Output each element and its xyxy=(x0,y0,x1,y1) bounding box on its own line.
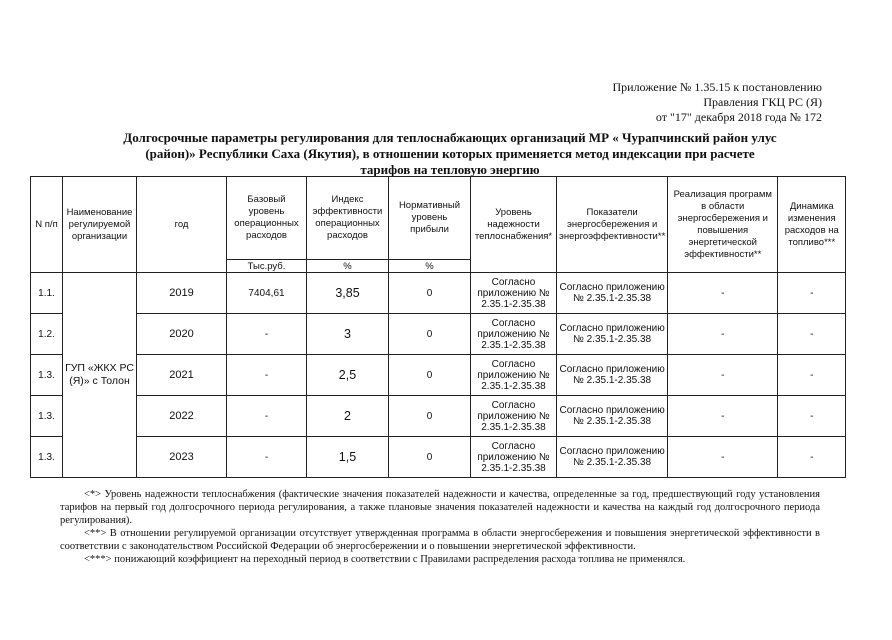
unit-base: Тыс.руб. xyxy=(227,260,307,273)
row-programs: - xyxy=(668,314,778,355)
row-index: 1,5 xyxy=(307,437,389,478)
row-energy: Согласно приложению № 2.35.1-2.35.38 xyxy=(557,314,668,355)
row-year: 2023 xyxy=(137,437,227,478)
attachment-line-3: от "17" декабря 2018 года № 172 xyxy=(655,110,822,124)
row-index: 2,5 xyxy=(307,355,389,396)
row-profit: 0 xyxy=(389,355,471,396)
table-row xyxy=(31,314,846,355)
row-year: 2019 xyxy=(137,273,227,314)
row-reliability: Согласно приложению № 2.35.1-2.35.38 xyxy=(471,437,557,478)
attachment-line-2: Правления ГКЦ РС (Я) xyxy=(703,95,822,109)
title-line-1: Долгосрочные параметры регулирования для теплоснабжающих организаций МР « Чурапчинский район улус xyxy=(123,130,777,145)
row-num: 1.2. xyxy=(31,314,63,355)
row-num: 1.3. xyxy=(31,437,63,478)
footnote-2: <**> В отношении регулируемой организации отсутствует утвержденная программа в области энергосбережения и повышения энергетической эффективности в соответствии с законодательством Российской Федерации об энергосбережении и о повышении энергетической эффективности. xyxy=(60,528,820,552)
row-programs: - xyxy=(668,355,778,396)
footnote-1: <*> Уровень надежности теплоснабжения (фактические значения показателей надежности и качества, определенные за год, предшествующий году установления тарифов на первый год долгосрочного периода регулирования, а также плановые значения показателей надежности и качества на каждый год долгосрочного периода регулирования). xyxy=(60,489,820,526)
row-programs: - xyxy=(668,273,778,314)
row-index: 3,85 xyxy=(307,273,389,314)
row-base: - xyxy=(227,437,307,478)
row-profit: 0 xyxy=(389,273,471,314)
row-year: 2020 xyxy=(137,314,227,355)
header-num: N п/п xyxy=(31,177,63,273)
header-profit: Нормативный уровень прибыли xyxy=(389,177,471,260)
row-profit: 0 xyxy=(389,396,471,437)
row-base: - xyxy=(227,314,307,355)
header-index: Индекс эффективности операционных расходов xyxy=(307,177,389,260)
attachment-line-1: Приложение № 1.35.15 к постановлению xyxy=(612,80,822,94)
row-reliability: Согласно приложению № 2.35.1-2.35.38 xyxy=(471,396,557,437)
footnotes xyxy=(60,488,820,566)
table-header-row xyxy=(31,177,846,260)
attachment-note xyxy=(482,80,822,125)
row-fuel: - xyxy=(778,396,846,437)
title-line-2: (район)» Республики Саха (Якутия), в отношении которых применяется метод индексации при расчете xyxy=(145,146,755,161)
row-energy: Согласно приложению № 2.35.1-2.35.38 xyxy=(557,273,668,314)
header-org: Наименование регулируемой организации xyxy=(63,177,137,273)
row-fuel: - xyxy=(778,314,846,355)
header-base: Базовый уровень операционных расходов xyxy=(227,177,307,260)
row-fuel: - xyxy=(778,355,846,396)
unit-profit: % xyxy=(389,260,471,273)
row-programs: - xyxy=(668,437,778,478)
footnote-3: <***> понижающий коэффициент на переходный период в соответствии с Правилами распределения расхода топлива не применялся. xyxy=(84,554,686,565)
row-profit: 0 xyxy=(389,437,471,478)
row-energy: Согласно приложению № 2.35.1-2.35.38 xyxy=(557,437,668,478)
row-index: 2 xyxy=(307,396,389,437)
title-line-3: тарифов на тепловую энергию xyxy=(360,162,540,177)
row-programs: - xyxy=(668,396,778,437)
header-energy: Показатели энергосбережения и энергоэффективности** xyxy=(557,177,668,273)
parameters-table xyxy=(30,176,846,478)
row-base: 7404,61 xyxy=(227,273,307,314)
row-profit: 0 xyxy=(389,314,471,355)
row-year: 2021 xyxy=(137,355,227,396)
row-reliability: Согласно приложению № 2.35.1-2.35.38 xyxy=(471,273,557,314)
org-name: ГУП «ЖКХ РС (Я)» с Толон xyxy=(63,273,137,478)
document-title xyxy=(60,130,840,178)
row-num: 1.1. xyxy=(31,273,63,314)
row-energy: Согласно приложению № 2.35.1-2.35.38 xyxy=(557,396,668,437)
row-year: 2022 xyxy=(137,396,227,437)
row-base: - xyxy=(227,355,307,396)
header-year: год xyxy=(137,177,227,273)
row-num: 1.3. xyxy=(31,355,63,396)
table-row xyxy=(31,273,846,314)
table-row xyxy=(31,396,846,437)
header-programs: Реализация программ в области энергосбережения и повышения энергетической эффективности** xyxy=(668,177,778,273)
table-row xyxy=(31,355,846,396)
row-reliability: Согласно приложению № 2.35.1-2.35.38 xyxy=(471,314,557,355)
header-reliability: Уровень надежности теплоснабжения* xyxy=(471,177,557,273)
table-row xyxy=(31,437,846,478)
row-fuel: - xyxy=(778,273,846,314)
header-fuel: Динамика изменения расходов на топливо*** xyxy=(778,177,846,273)
row-reliability: Согласно приложению № 2.35.1-2.35.38 xyxy=(471,355,557,396)
row-index: 3 xyxy=(307,314,389,355)
row-energy: Согласно приложению № 2.35.1-2.35.38 xyxy=(557,355,668,396)
row-base: - xyxy=(227,396,307,437)
row-fuel: - xyxy=(778,437,846,478)
row-num: 1.3. xyxy=(31,396,63,437)
unit-index: % xyxy=(307,260,389,273)
